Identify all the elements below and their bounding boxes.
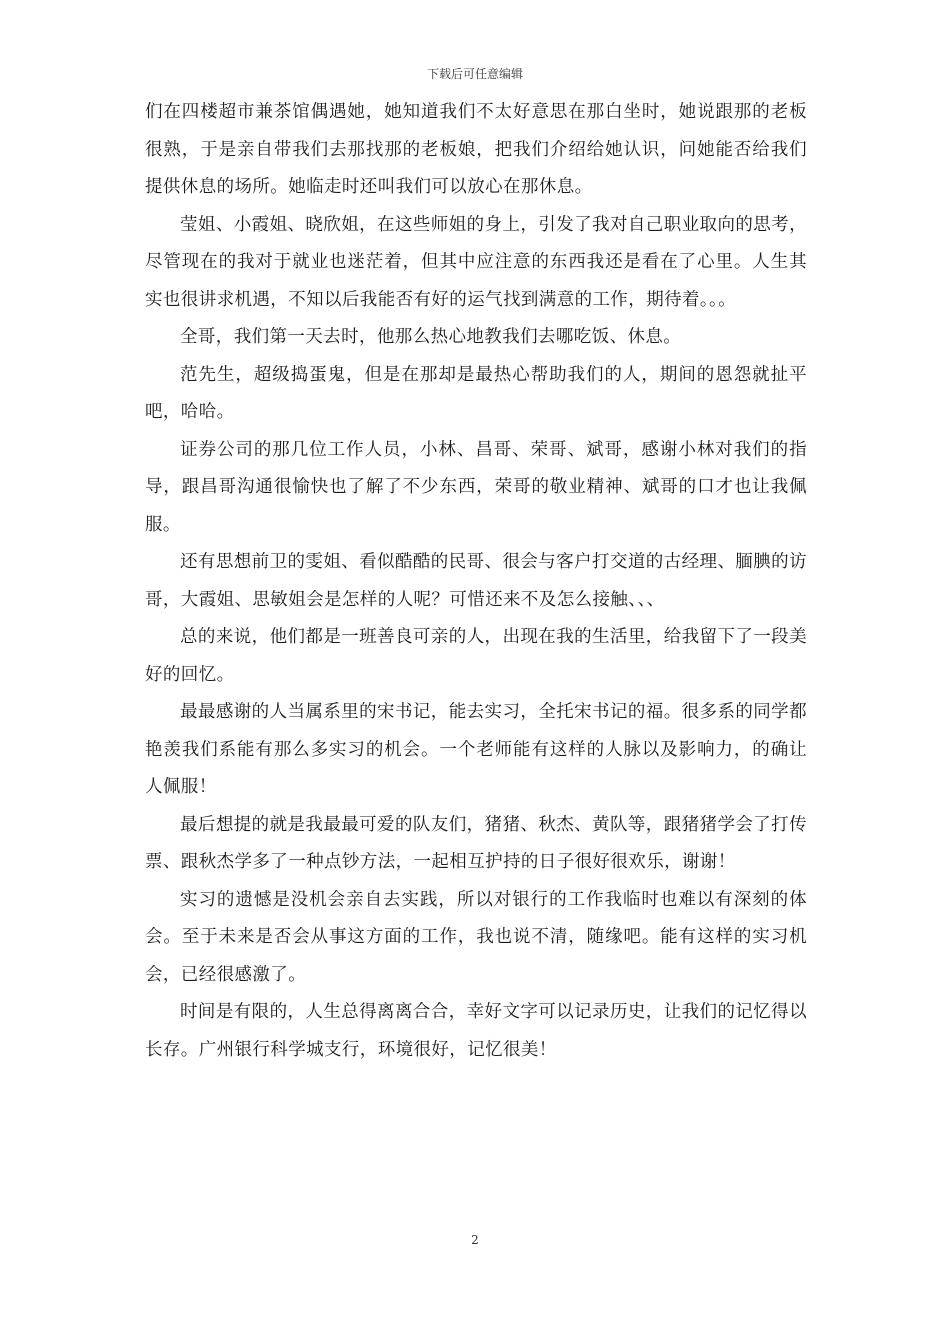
paragraph-continuation: 们在四楼超市兼茶馆偶遇她，她知道我们不太好意思在那白坐时，她说跟那的老板很熟，于是亲自带我们去那找那的老板娘，把我们介绍给她认识，问她能否给我们提供休息的场所。她临走时还叫我们可以放心在那休息。 [145,102,807,197]
page-header: 下载后可任意编辑 [426,67,523,81]
paragraph-teammates: 最后想提的就是我最最可爱的队友们，猪猪、秋杰、黄队等，跟猪猪学会了打传票、跟秋杰学多了一种点钞方法，一起相互护持的日子很好很欢乐，谢谢！ [145,814,807,872]
paragraph-secretary-song: 最最感谢的人当属系里的宋书记，能去实习，全托宋书记的福。很多系的同学都艳羡我们系能有那么多实习的机会。一个老师能有这样的人脉以及影响力，的确让人佩服！ [145,702,807,797]
page-number: 2 [471,1233,479,1247]
paragraph-mr-fan: 范先生，超级捣蛋鬼，但是在那却是最热心帮助我们的人，期间的恩怨就扯平吧，哈哈。 [145,364,807,422]
paragraph-quan-ge: 全哥，我们第一天去时，他那么热心地教我们去哪吃饭、休息。 [180,327,682,347]
paragraph-other-colleagues: 还有思想前卫的雯姐、看似酷酷的民哥、很会与客户打交道的古经理、腼腆的访哥，大霞姐、思敏姐会是怎样的人呢？可惜还来不及怎么接触、、、 [145,552,807,610]
paragraph-closing: 时间是有限的，人生总得离离合合，幸好文字可以记录历史，让我们的记忆得以长存。广州银行科学城支行，环境很好，记忆很美！ [145,1002,807,1060]
paragraph-summary: 总的来说，他们都是一班善良可亲的人，出现在我的生活里，给我留下了一段美好的回忆。 [145,627,807,685]
paragraph-senior-sisters: 莹姐、小霞姐、晓欣姐，在这些师姐的身上，引发了我对自己职业取向的思考，尽管现在的我对于就业也迷茫着，但其中应注意的东西我还是看在了心里。人生其实也很讲求机遇，不知以后我能否有好的运气找到满意的工作，期待着。。。 [145,214,807,310]
paragraph-securities-staff: 证券公司的那几位工作人员，小林、昌哥、荣哥、斌哥，感谢小林对我们的指导，跟昌哥沟通很愉快也了解了不少东西，荣哥的敬业精神、斌哥的口才也让我佩服。 [145,439,807,535]
paragraph-regrets: 实习的遗憾是没机会亲自去实践，所以对银行的工作我临时也难以有深刻的体会。至于未来是否会从事这方面的工作，我也说不清，随缘吧。能有这样的实习机会，已经很感激了。 [145,889,807,985]
document-body [145,94,807,1069]
